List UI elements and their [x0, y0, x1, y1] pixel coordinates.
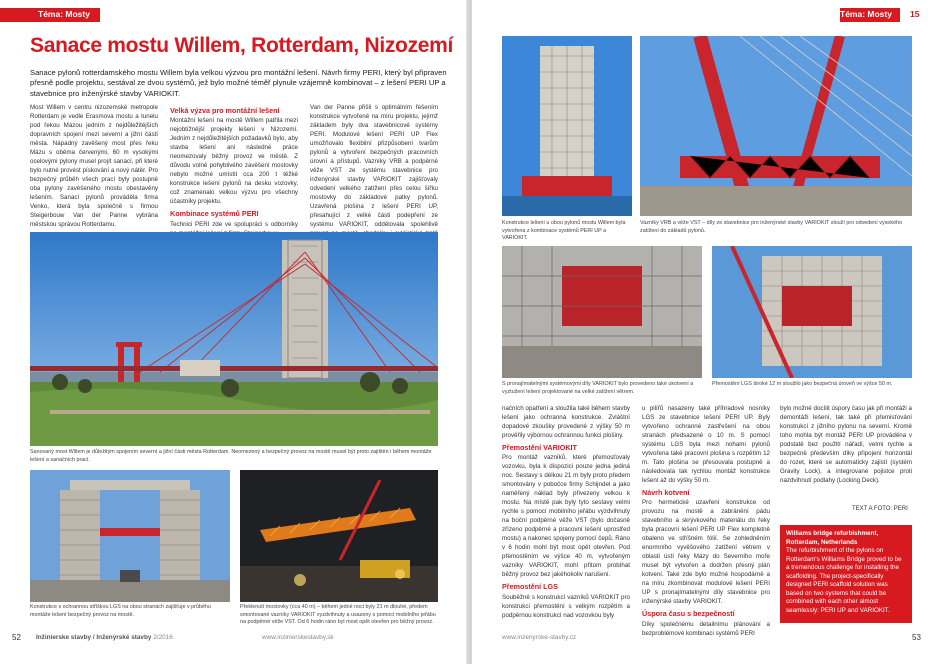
left-issue: 2/2016 [153, 634, 173, 641]
article-lead: Sanace pylonů rotterdamského mostu Willem byla velkou výzvou pro montážní lešení. Návrh firmy PERI, který byl připraven přesně podle projektu, sestával ze dvou systémů, jež bylo možné téměř plynule vzájemně kombinovat – z lešení PERI UP a stavebnice pro inženýrské stavby VARIOKIT. [30, 68, 447, 98]
text-column-4 [502, 405, 630, 621]
night-lift-photo [240, 470, 438, 602]
right-page-number-top: 15 [910, 9, 920, 19]
anchoring-caption: S pronajímatelnými systémovými díly VARIOKIT bylo provedeno také ukotvení a vyztužení lešení projektované na velké zatížení větrem. [502, 381, 694, 395]
subheading-variokit: Přemostění VARIOKIT [502, 442, 577, 452]
header-topic-left: Téma: Mosty [38, 9, 90, 19]
text-column-3 [310, 104, 438, 248]
right-page-number: 53 [912, 633, 921, 642]
main-bridge-photo [30, 232, 438, 446]
column-4-text: načních opatření a sloužila také během stavby lešení jako ochranná konstrukce. Zvláštní dopadové zkoušky provedené z výšky 50 m prověřily výbornou ochrannou funkci plošiny. [502, 405, 630, 439]
column-4-text-1: Pro montáž vazníků, které přemosťovaly vozovku, byla k dispozici pouze jedna jediná noc. Sestavy s délkou 21 m byly proto předem smontovány v pobočce firmy Schijndel a jako naměřený náklad byly přivezeny velkou k mostu. Na místě pak byly tyto sestavy velmi rychle s pomocí mobilního jeřábu vyzdvihnuty na boční podpěrné věže VST (bylo dočasně zřízeno podpěrné a pracovní lešení uprostřed mostu) a nakonec spojeny pomocí čepů. Ráno v 6 hodin mohl být most opět otevřen. Pod přemostěním ve výšce 40 m, vytvořeným vazníky VARIOKIT, mohl přitom probíhat běžný provoz bez jakéhokoliv narušení. [502, 454, 630, 579]
column-5-text: u pilířů nasazeny také příhradové nosníky LGS ze stavebnice lešení PERI UP. Byly vytvořeno ochranné zastřešení na obou stranách předsazené o 10 m. S pomocí systému LGS byla mezi nohami pylonů vytvořena také pracovní plošina s rozpětím 12 m. Tato plošina se přesouvala postupně a následovala tak rychlou montáž konstrukce lešení až do výšky 50 m. [642, 405, 770, 484]
variokit-trusses-caption: Vazníky VRB a věže VST – díly ze stavebnice pro inženýrské stavby VARIOKIT slouží pro odvedení vysokého zatížení do základů pylonů. [640, 220, 903, 234]
column-1-text: Most Willem v centru nizozemské metropole Rotterdam je vedle Erasmova mostu a tunelu pod řekou Mázou jedním z nejdůležitějších dopravních spojení mezi severní a jižní částí města. Nápadný zavěšený most přes řeku Mázu s oběma červenými, 60 m vysokými ocelovými pylony musel projít sanací, při které bylo nutné provést pískování a nový nátěr. Pro bezpečný průběh všech prací byly postupně oba pylony zavěšeného mostu obestavěny lešením. Sanací pylonů prováděla firma Venko, která byla společně s firmou Steigerbouw Van der Panne vybrána městskou správou Rotterdamu. [30, 104, 158, 228]
anchoring-photo [502, 246, 702, 378]
photo-credit: TEXT A FOTO: PERI [852, 506, 908, 512]
column-5-text-2: Díky společnému detailnímu plánování a bezproblémové kombinaci systémů PERI [642, 620, 770, 637]
article-title: Sanace mostu Willem, Rotterdam, Nizozemí [30, 34, 454, 57]
night-lift-caption: Překlenutí mostovky (cca 40 m) – během jedné noci byly 21 m dlouhé, předem smontované vazníky VARIOKIT vyzdvihnuty a usazeny s pomocí mobilního jeřábu na podpěrné věže VST. Od 6 hodin ráno byl most opět otevřen pro běžný provoz. [240, 604, 436, 626]
ground-protection-photo [30, 470, 230, 602]
column-2-text-1: Montážní lešení na mostě Willem patřila mezi nejobtížnější projekty lešení v Nizozemí. Jedním z nejdůležitějších požadavků bylo, aby stavba lešení ani následné práce neomezovaly běžný provoz ve městě. Z důvodu volně pohyblivého zavěšení mostovky nebylo možné umístit cca 200 t těžké konstrukce lešení pylonů na desku vozovky, což znamenalo velkou výzvu pro všechny účastníky projektu. [170, 117, 298, 206]
column-5-text-1: Pro hermetické uzavření konstrukce od provozu na mostě a zabránění pádu stavebního a skrývkového materiálu do řeky byla pracovní lešení PERI UP Flex kompletně obaleno ve stříšném fólií. Se zohledněním enormního vyvěšového zatížení větrem v oblasti ústí řeky Mázy do Severního moře musel být vytvořen a dodržen přesný plán kotvení. Také zde bylo možné hospodárně a na míru zkombinovat modulové lešení PERI UP s pronajímatelnými díly stavebnice pro inženýrské stavby VARIOKIT. [642, 499, 770, 606]
ground-protection-caption: Konstrukce s ochrannou stříškou LGS na obou stranách zajišťuje v průběhu montáže lešení bezpečný provoz na mostě. [30, 604, 211, 618]
subheading-combination: Kombinace systémů PERI [170, 209, 259, 219]
right-footer-url[interactable]: www.inzenyrske-stavby.cz [502, 634, 577, 641]
left-page-number: 52 [12, 633, 21, 642]
subheading-lgs: Přemostění LGS [502, 582, 558, 592]
left-footer [36, 634, 173, 641]
left-page [0, 0, 468, 664]
variokit-trusses-photo [640, 36, 912, 216]
text-column-6 [780, 405, 912, 486]
column-2-text-2: Technici PERI zde ve spolupráci s odborníky [170, 220, 298, 228]
summary-title: Williams bridge refurbishment, Rotterdam, Netherlands [786, 530, 879, 546]
lgs-bridge-photo [712, 246, 912, 378]
header-topic-right: Téma: Mosty [840, 9, 892, 19]
subheading-time-savings: Úspora času s bezpečností [642, 609, 735, 619]
left-footer-url[interactable]: www.inzinierskestavby.sk [262, 634, 334, 641]
left-magazine-name: Inžinierske stavby / Inženýrské stavby [36, 634, 152, 641]
text-column-5 [642, 405, 770, 639]
text-column-1 [30, 104, 158, 230]
pylon-scaffold-photo [502, 36, 632, 216]
english-summary-box [780, 525, 912, 623]
column-4-text-2: Souběžně s konstrukcí vazníků VARIOKIT pro konstrukci přemostění s velkým rozpětím a podpěrnou konstrukcí nad vozovkou byly [502, 593, 630, 619]
subheading-challenge: Velká výzva pro montážní lešení [170, 106, 280, 115]
text-column-2 [170, 104, 298, 239]
column-6-text: bylo možné docílit úspory času jak při montáži a demontáži lešení, tak také při přemisťování konstrukcí z jižního pylonu na severní. Kromě toho mohla být montáž PERI UP prováděna v podstatě bez použití nářadí, velmi rychle a bezpečně především díky připojení horizontál do rozet, které se automaticky zajistí (systém Gravity Lock), a integrované pojistce proti nazdvihnutí podlahy (Locking Deck). [780, 405, 912, 484]
lgs-bridge-caption: Přemostění LGS široké 12 m sloužilo jako bezpečná úroveň ve výšce 50 m. [712, 381, 893, 387]
pylon-scaffold-caption: Konstrukce lešení u obou pylonů mostu Willem byla vytvořena z kombinace systémů PERI UP a VARIOKIT. [502, 220, 626, 242]
main-photo-caption: Sanovaný most Willem je důležitým spojením severní a jižní části města Rotterdam. Neomezený a bezpečný provoz na mostě musel být proto zajištěn i během montáže lešení a sanačních prací. [30, 449, 432, 463]
subheading-anchoring: Návrh kotvení [642, 487, 690, 497]
right-page [472, 0, 940, 664]
column-3-text: Van der Panne přišli s optimálním řešením konstrukce vytvořené na míru projektu, jejímž základem byly dva stavebnicové systémy PERI. Modulové lešení PERI UP Flex umožňovalo flexibilní přizpůsobení tvarům pylonů a vytvoření bezpečných pracovních úrovní a přístupů. Vazníky VRB a podpěrné věže VST ze systému stavebnice pro inženýrské stavby VARIOKIT zajišťovaly odvedení velkého zatížení přes celou šířku mostovky do základové patky pylonů. Uzavřená plošina z lešení PERI UP, přesahující z velké části podepření ze systému VARIOKIT, oddělovala spolehlivě [310, 104, 438, 228]
summary-text: The refurbishment of the pylons on Rotterdam's Williams Bridge proved to be a tremendous challenge for installing the scaffolding. The project-specifically designed PERI scaffold solution was based on two systems that could be combined with each other almost seamlessly: PERI UP and VARIOKIT. [786, 547, 902, 614]
